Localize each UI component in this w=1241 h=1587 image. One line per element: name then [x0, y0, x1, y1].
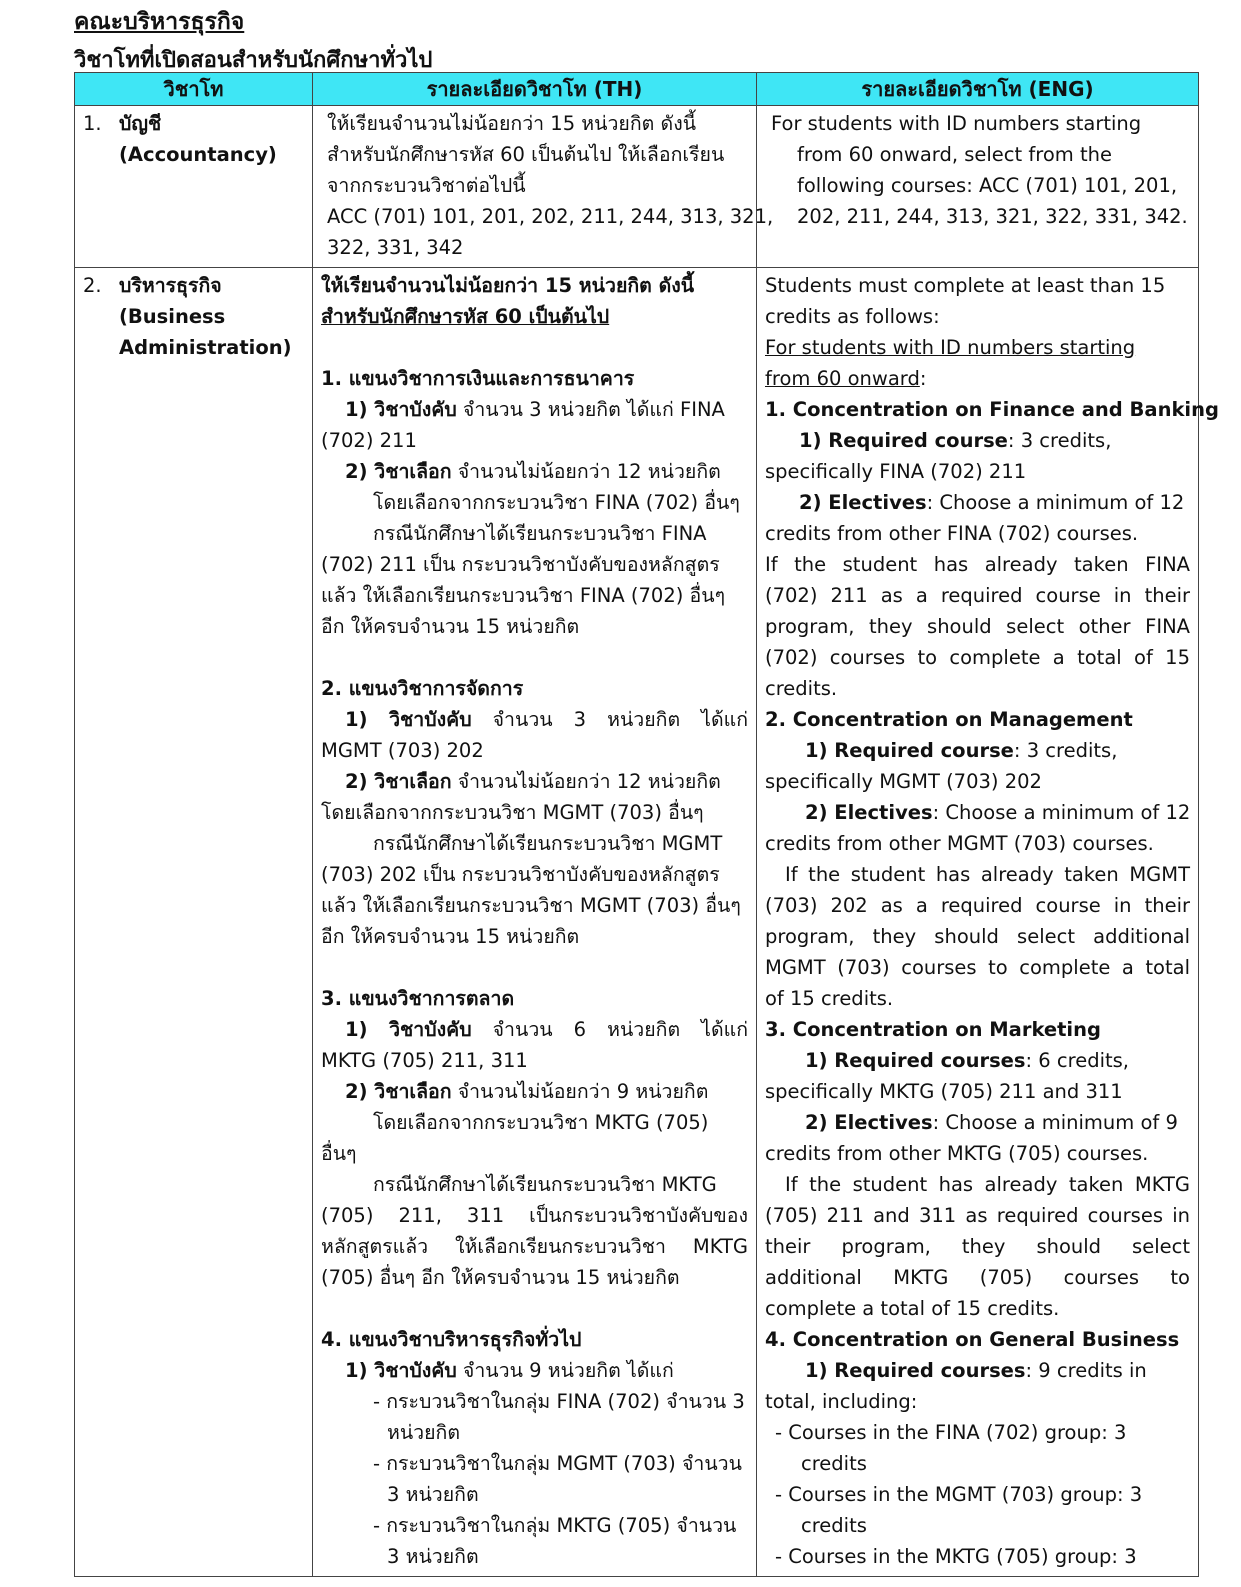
required-line: 1) วิชาบังคับ จำนวน 3 หน่วยกิต ได้แก่	[345, 708, 749, 731]
text-line: อื่นๆ	[321, 1142, 357, 1165]
text-line: โดยเลือกจากกระบวนวิชา MGMT (703) อื่นๆ	[321, 801, 704, 824]
text-line: If the student has already taken FINA	[765, 553, 1190, 576]
text-line: complete a total of 15 credits.	[765, 1297, 1060, 1320]
detail-th-cell	[313, 268, 757, 1577]
text-line: 3 หน่วยกิต	[387, 1545, 479, 1568]
section-title: 3. แขนงวิชาการตลาด	[321, 987, 515, 1010]
detail-eng-cell	[757, 106, 1199, 268]
text-line: (703) 202 เป็น กระบวนวิชาบังคับของหลักสูตร	[321, 863, 720, 886]
text-line: จากกระบวนวิชาต่อไปนี้	[327, 174, 526, 197]
text-line: credits.	[765, 677, 838, 700]
list-item: - Courses in the MKTG (705) group: 3	[775, 1545, 1137, 1568]
faculty-title: คณะบริหารธุรกิจ	[74, 9, 245, 35]
table-row-business-administration	[75, 268, 1199, 1577]
text-line: For students with ID numbers starting	[771, 112, 1142, 135]
text-line: MGMT (703) 202	[321, 739, 484, 762]
text-line: (702) 211 เป็น กระบวนวิชาบังคับของหลักสูตร	[321, 553, 720, 576]
required-line: 1) วิชาบังคับ จำนวน 6 หน่วยกิต ได้แก่	[345, 1018, 749, 1041]
minor-name	[119, 270, 292, 363]
text-line: อีก ให้ครบจำนวน 15 หน่วยกิต	[321, 925, 580, 948]
text-line: If the student has already taken MGMT	[785, 863, 1190, 886]
intro-line: credits as follows:	[765, 305, 940, 328]
section-title: 2. Concentration on Management	[765, 708, 1133, 731]
text-line: โดยเลือกจากกระบวนวิชา MKTG (705)	[373, 1111, 709, 1134]
section-title: 3. Concentration on Marketing	[765, 1018, 1101, 1041]
minor-name-en: (Business	[119, 305, 226, 328]
text-line: specifically MGMT (703) 202	[765, 770, 1042, 793]
text-line: MGMT (703) courses to complete a total	[765, 956, 1190, 979]
minor-name-cell	[75, 106, 313, 268]
text-line: 322, 331, 342	[327, 236, 464, 259]
text-line: อีก ให้ครบจำนวน 15 หน่วยกิต	[321, 615, 580, 638]
detail-eng-cell	[757, 268, 1219, 1577]
minor-courses-table	[74, 72, 1219, 1577]
required-line: 1) วิชาบังคับ จำนวน 9 หน่วยกิต ได้แก่	[345, 1359, 674, 1382]
text-line: กรณีนักศึกษาได้เรียนกระบวนวิชา MGMT	[373, 832, 723, 855]
text-line: (703) 202 as a required course in their	[765, 894, 1190, 917]
detail-th-cell	[313, 106, 774, 268]
minor-name-cell	[75, 268, 313, 1577]
required-line: 1) Required course: 3 credits,	[805, 739, 1118, 762]
section-title: 2. แขนงวิชาการจัดการ	[321, 677, 524, 700]
document-subtitle: วิชาโทที่เปิดสอนสำหรับนักศึกษาทั่วไป	[74, 48, 433, 73]
text-line: specifically MKTG (705) 211 and 311	[765, 1080, 1123, 1103]
text-line: credits	[801, 1514, 867, 1537]
required-line: 1) Required course: 3 credits,	[799, 429, 1112, 452]
table-header-row	[75, 73, 1199, 106]
text-line: specifically FINA (702) 211	[765, 460, 1027, 483]
text-line: หลักสูตรแล้ว ให้เลือกเรียนกระบวนวิชา MKTG	[321, 1235, 748, 1258]
required-line: 1) Required courses: 6 credits,	[805, 1049, 1130, 1072]
text-line: (702) 211	[321, 429, 417, 452]
minor-name-th: บริหารธุรกิจ	[119, 274, 222, 297]
text-line: (705) 211, 311 เป็นกระบวนวิชาบังคับของ	[321, 1204, 748, 1227]
row-number: 1.	[83, 112, 102, 135]
text-line: of 15 credits.	[765, 987, 894, 1010]
text-line: program, they should select other FINA	[765, 615, 1190, 638]
text-line: program, they should select additional	[765, 925, 1190, 948]
text-line: credits	[801, 1452, 867, 1475]
text-line: following courses: ACC (701) 101, 201,	[797, 174, 1178, 197]
minor-name-th: บัญชี	[119, 112, 162, 135]
column-header-minor: วิชาโท	[75, 73, 313, 106]
text-line: หน่วยกิต	[387, 1421, 461, 1444]
text-line: MKTG (705) 211, 311	[321, 1049, 528, 1072]
elective-line: 2) วิชาเลือก จำนวนไม่น้อยกว่า 12 หน่วยกิต	[345, 770, 721, 793]
text-line: (705) อื่นๆ อีก ให้ครบจำนวน 15 หน่วยกิต	[321, 1266, 680, 1289]
required-line: 1) วิชาบังคับ จำนวน 3 หน่วยกิต ได้แก่ FINA	[345, 398, 725, 421]
row-number: 2.	[83, 274, 102, 297]
text-line: สำหรับนักศึกษารหัส 60 เป็นต้นไป ให้เลือกเรียน	[327, 143, 725, 166]
elective-line: 2) Electives: Choose a minimum of 9	[805, 1111, 1178, 1134]
text-line: แล้ว ให้เลือกเรียนกระบวนวิชา MGMT (703) อื่นๆ	[321, 894, 741, 917]
text-line: If the student has already taken MKTG	[785, 1173, 1190, 1196]
text-line: 202, 211, 244, 313, 321, 322, 331, 342.	[797, 205, 1188, 228]
elective-line: 2) Electives: Choose a minimum of 12	[799, 491, 1185, 514]
list-item: - Courses in the FINA (702) group: 3	[775, 1421, 1127, 1444]
intro-line: ให้เรียนจำนวนไม่น้อยกว่า 15 หน่วยกิต ดังนี้	[321, 274, 695, 297]
elective-line: 2) วิชาเลือก จำนวนไม่น้อยกว่า 12 หน่วยกิต	[345, 460, 721, 483]
elective-line: 2) วิชาเลือก จำนวนไม่น้อยกว่า 9 หน่วยกิต	[345, 1080, 709, 1103]
text-line: กรณีนักศึกษาได้เรียนกระบวนวิชา FINA	[373, 522, 707, 545]
text-line: from 60 onward, select from the	[797, 143, 1112, 166]
text-line: ให้เรียนจำนวนไม่น้อยกว่า 15 หน่วยกิต ดังนี้	[327, 112, 697, 135]
text-line: credits from other MGMT (703) courses.	[765, 832, 1154, 855]
column-header-detail-th: รายละเอียดวิชาโท (TH)	[313, 73, 757, 106]
text-line: total, including:	[765, 1390, 918, 1413]
text-line: แล้ว ให้เลือกเรียนกระบวนวิชา FINA (702) อื่นๆ	[321, 584, 726, 607]
text-line: credits from other MKTG (705) courses.	[765, 1142, 1149, 1165]
section-title: 1. Concentration on Finance and Banking	[765, 398, 1219, 421]
section-title: 1. แขนงวิชาการเงินและการธนาคาร	[321, 367, 635, 390]
table-row-accountancy	[75, 106, 1199, 268]
elective-line: 2) Electives: Choose a minimum of 12	[805, 801, 1191, 824]
list-item: - กระบวนวิชาในกลุ่ม MGMT (703) จำนวน	[373, 1452, 742, 1475]
intro-line: from 60 onward:	[765, 367, 927, 390]
text-line: their program, they should select	[765, 1235, 1190, 1258]
section-title: 4. แขนงวิชาบริหารธุรกิจทั่วไป	[321, 1328, 582, 1351]
intro-line: สำหรับนักศึกษารหัส 60 เป็นต้นไป	[321, 305, 610, 328]
text-line: กรณีนักศึกษาได้เรียนกระบวนวิชา MKTG	[373, 1173, 717, 1196]
text-line: credits from other FINA (702) courses.	[765, 522, 1139, 545]
text-line: additional MKTG (705) courses to	[765, 1266, 1190, 1289]
text-line: โดยเลือกจากกระบวนวิชา FINA (702) อื่นๆ	[373, 491, 740, 514]
list-item: - กระบวนวิชาในกลุ่ม MKTG (705) จำนวน	[373, 1514, 737, 1537]
text-line: (702) courses to complete a total of 15	[765, 646, 1190, 669]
column-header-detail-eng: รายละเอียดวิชาโท (ENG)	[757, 73, 1199, 106]
text-line: ACC (701) 101, 201, 202, 211, 244, 313, 321,	[327, 205, 774, 228]
section-title: 4. Concentration on General Business	[765, 1328, 1180, 1351]
text-line: (705) 211 and 311 as required courses in	[765, 1204, 1190, 1227]
intro-line: For students with ID numbers starting	[765, 336, 1136, 359]
list-item: - กระบวนวิชาในกลุ่ม FINA (702) จำนวน 3	[373, 1390, 745, 1413]
minor-name-en: (Accountancy)	[119, 143, 277, 166]
text-line: (702) 211 as a required course in their	[765, 584, 1190, 607]
text-line: 3 หน่วยกิต	[387, 1483, 479, 1506]
list-item: - Courses in the MGMT (703) group: 3	[775, 1483, 1143, 1506]
required-line: 1) Required courses: 9 credits in	[805, 1359, 1147, 1382]
minor-name-en-cont: Administration)	[119, 336, 292, 359]
minor-name	[119, 108, 277, 170]
intro-line: Students must complete at least than 15	[765, 274, 1166, 297]
